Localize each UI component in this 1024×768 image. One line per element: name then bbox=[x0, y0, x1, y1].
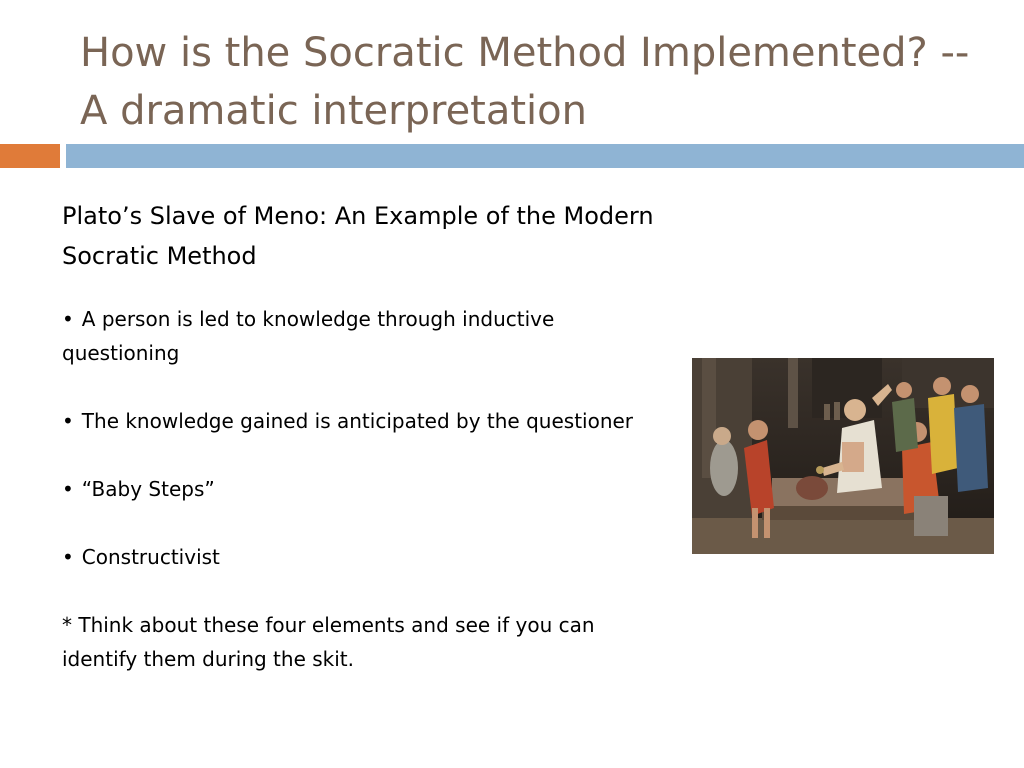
bullet-icon: • bbox=[62, 409, 74, 433]
content-area bbox=[62, 196, 672, 676]
slide-title: How is the Socratic Method Implemented? -- A dramatic interpretation bbox=[80, 30, 970, 134]
bullet-item bbox=[62, 540, 672, 574]
bullet-item bbox=[62, 472, 672, 506]
bullet-text: A person is led to knowledge through inductive questioning bbox=[62, 307, 555, 365]
bullet-icon: • bbox=[62, 477, 74, 501]
painting-death-of-socrates-icon bbox=[692, 358, 994, 554]
content-note: * Think about these four elements and see if you can identify them during the skit. bbox=[62, 613, 595, 671]
bullet-icon: • bbox=[62, 307, 74, 331]
bullet-text: “Baby Steps” bbox=[81, 477, 215, 501]
accent-bar-blue bbox=[66, 144, 1024, 168]
bullet-icon: • bbox=[62, 545, 74, 569]
content-subtitle: Plato’s Slave of Meno: An Example of the Modern Socratic Method bbox=[62, 202, 654, 270]
accent-bar-orange bbox=[0, 144, 60, 168]
bullet-text: The knowledge gained is anticipated by the questioner bbox=[81, 409, 634, 433]
bullet-item bbox=[62, 302, 672, 370]
bullet-item bbox=[62, 404, 672, 438]
bullet-text: Constructivist bbox=[81, 545, 220, 569]
